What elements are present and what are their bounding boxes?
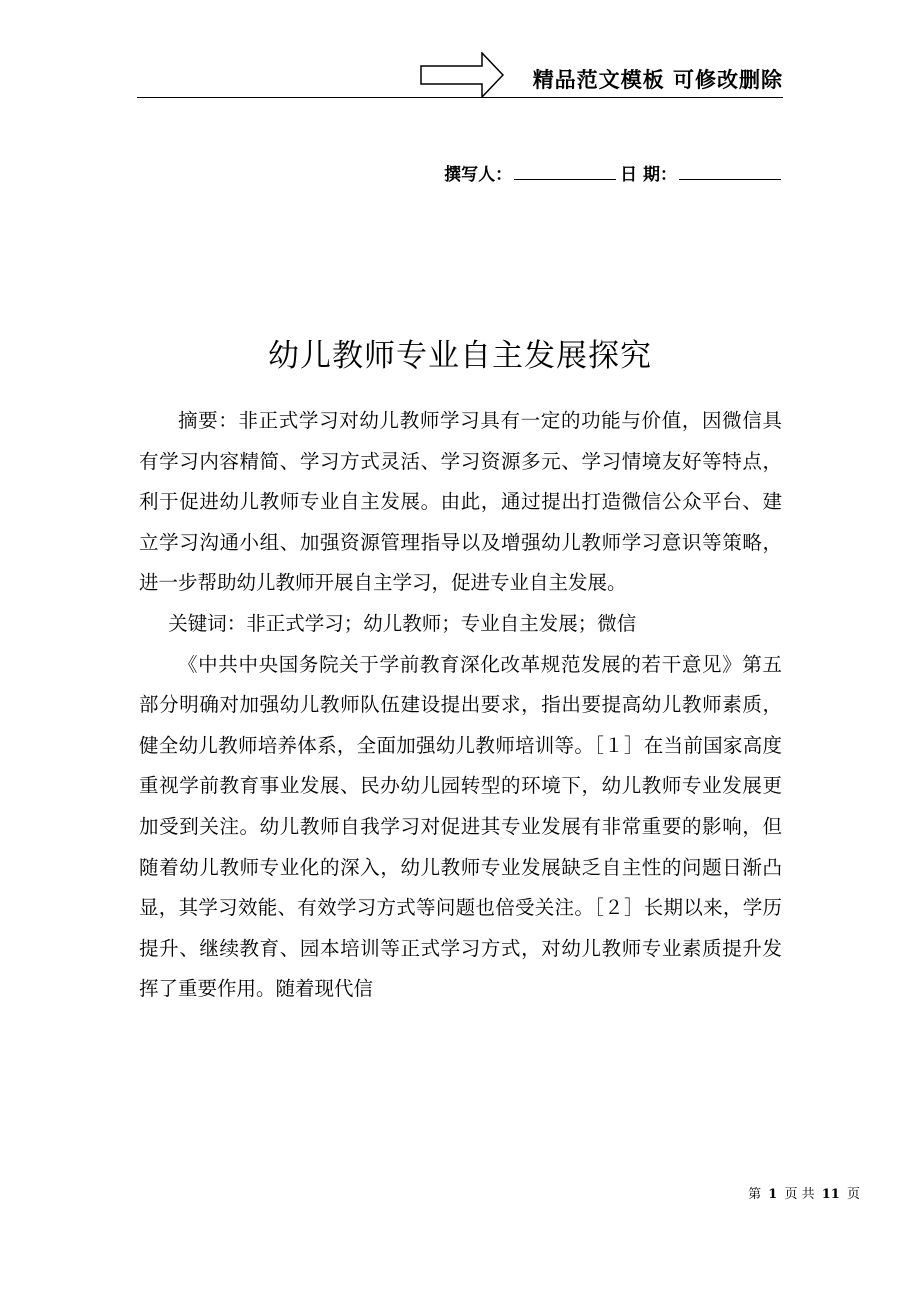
author-blank: [514, 163, 616, 180]
footer-suffix: 页: [846, 1187, 860, 1202]
total-pages-number: 11: [821, 1187, 840, 1202]
document-title: 幼儿教师专业自主发展探究: [268, 338, 652, 374]
date-blank: [679, 163, 781, 180]
footer-middle: 页 共: [784, 1187, 815, 1202]
header-title: 精品范文模板 可修改删除: [532, 68, 783, 92]
keywords-paragraph: 关键词：非正式学习；幼儿教师；专业自主发展；微信: [168, 611, 637, 635]
author-date-line: [444, 160, 783, 185]
author-label: 撰写人：: [444, 165, 513, 185]
right-arrow-icon: [420, 52, 504, 98]
body-paragraph: 《中共中央国务院关于学前教育深化改革规范发展的若干意见》第五部分明确对加强幼儿教师队伍建设提出要求，指出要提高幼儿教师素质，健全幼儿教师培养体系，全面加强幼儿教师培训等。［１］在当前国家高度重视学前教育事业发展、民办幼儿园转型的环境下，幼儿教师专业发展更加受到关注。幼儿教师自我学习对促进其专业发展有非常重要的影响，但随着幼儿教师专业化的深入，幼儿教师专业发展缺乏自主性的问题日渐凸显，其学习效能、有效学习方式等问题也倍受关注。［２］长期以来，学历提升、继续教育、园本培训等正式学习方式，对幼儿教师专业素质提升发挥了重要作用。随着现代信: [139, 652, 782, 1001]
footer-prefix: 第: [748, 1187, 762, 1202]
abstract-paragraph: 摘要：非正式学习对幼儿教师学习具有一定的功能与价值，因微信具有学习内容精简、学习方式灵活、学习资源多元、学习情境友好等特点，利于促进幼儿教师专业自主发展。由此，通过提出打造微信公众平台、建立学习沟通小组、加强资源管理指导以及增强幼儿教师学习意识等策略，进一步帮助幼儿教师开展自主学习，促进专业自主发展。: [139, 409, 782, 595]
document-body: [139, 401, 782, 1010]
header-divider: [137, 97, 783, 98]
current-page-number: 1: [768, 1187, 778, 1202]
date-label: 日 期：: [620, 165, 677, 185]
page-footer: [748, 1183, 860, 1202]
